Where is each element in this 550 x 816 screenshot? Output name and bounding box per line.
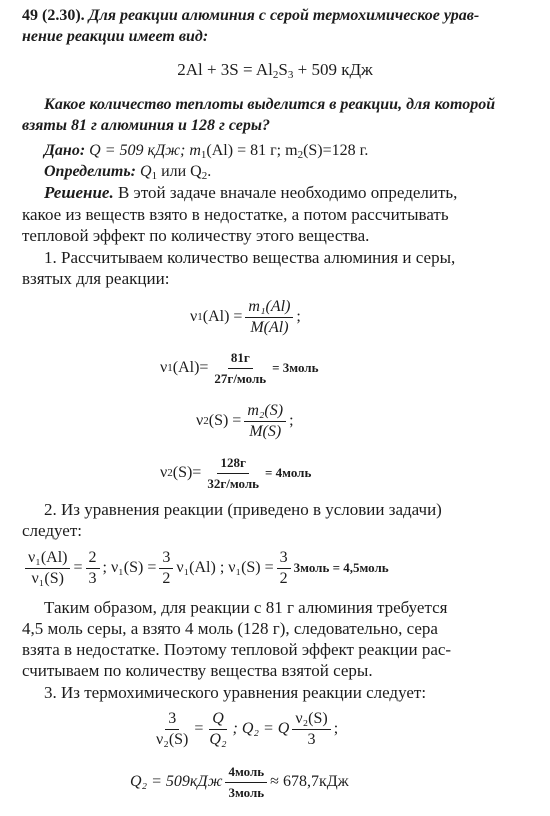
- problem-intro-1: Для реакции алюминия с серой термохимическое урав-: [88, 7, 480, 24]
- solution-label: Решение.: [44, 183, 114, 202]
- formula-q2-result: Q₂ = 509кДж $\frac{\text{4моль}}{\text{3моль}}$ ≈ 678,7кДж: [130, 763, 349, 800]
- fraction: $\frac{\text{4моль}}{\text{3моль}}$: [225, 763, 267, 802]
- problem-number: 49 (2.30).: [22, 7, 85, 24]
- fraction: $\frac{3}{2}$: [277, 549, 291, 588]
- fraction: $\frac{\text{m₁(Al)}}{M(Al)}$: [245, 298, 293, 337]
- find-line: Определить: $Q_1$ или $Q_2$.: [44, 163, 212, 182]
- formula-nu2-s-value: ν 2 (S)= $\frac{128г}{\text{32г/моль}}$ = 4моль: [160, 454, 312, 491]
- question-line-2: взяты 81 г алюминия и 128 г серы?: [22, 117, 270, 134]
- conclusion-line-4: считываем по количеству вещества взятой серы.: [22, 661, 373, 680]
- problem-header: [22, 6, 479, 26]
- problem-intro-2: нение реакции имеет вид:: [22, 28, 209, 45]
- fraction: $\frac{3}{\text{ν₂(S)}}$: [156, 709, 189, 748]
- reaction-equation: $2Al + 3S = Al_2S_3 + 509$ кДж: [177, 60, 373, 81]
- formula-proportion: $\frac{3}{\text{ν₂(S)}}$ = $\frac{Q}{\text{Q₂}}$ ; Q₂ = Q $\frac{\text{ν₂(S)}}{3}$ ;: [150, 704, 338, 754]
- formula-nu2-s-definition: ν 2 (S) = $\frac{\text{m₂(S)}}{M(S)}$ ;: [196, 401, 294, 440]
- solution-line-1: Решение. В этой задаче вначале необходимо определить,: [44, 183, 458, 202]
- step2-line-2: следует:: [22, 521, 82, 540]
- fraction: $\frac{\text{ν₁(Al)}}{\text{ν₁(S)}}$: [25, 549, 70, 588]
- formula-ratio: $\frac{\text{ν₁(Al)}}{\text{ν₁(S)}}$ = $\frac{2}{3}$ ; ν₁(S) = $\frac{3}{2}$ ν₁(Al) ; ν₁(S) = $\frac{3}{2}$ 3моль = 4,5моль: [22, 543, 389, 593]
- conclusion-line-3: взята в недостатке. Поэтому тепловой эффект реакции рас-: [22, 640, 452, 659]
- solution-line-2: какое из веществ взято в недостатке, а потом рассчитывать: [22, 205, 449, 224]
- step3-line: 3. Из термохимического уравнения реакции следует:: [44, 683, 427, 702]
- fraction: $\frac{3}{2}$: [159, 549, 173, 588]
- step1-line-1: 1. Рассчитываем количество вещества алюминия и серы,: [44, 248, 456, 267]
- formula-nu1-al-value: ν 1 (Al)= $\frac{81г}{\text{27г/моль}}$ = 3моль: [160, 349, 319, 386]
- fraction: $\frac{\text{ν₂(S)}}{3}$: [292, 710, 330, 749]
- fraction: $\frac{Q}{\text{Q₂}}$: [209, 709, 227, 748]
- find-label: Определить:: [44, 163, 136, 180]
- fraction: $\frac{81г}{\text{27г/моль}}$: [214, 349, 267, 386]
- question-line-1: Какое количество теплоты выделится в реакции, для которой: [44, 96, 496, 113]
- step2-line-1: 2. Из уравнения реакции (приведено в условии задачи): [44, 500, 442, 519]
- given-line: Дано: Q = 509 кДж; $m_1(Al) = 81$ г; $m_2(S)=128$ г.: [44, 142, 369, 161]
- formula-nu1-al-definition: ν 1 (Al) = $\frac{\text{m₁(Al)}}{M(Al)}$ ;: [190, 297, 301, 336]
- step1-line-2: взятых для реакции:: [22, 269, 170, 288]
- fraction: $\frac{128г}{\text{32г/моль}}$: [207, 454, 260, 491]
- fraction: $\frac{2}{3}$: [86, 549, 100, 588]
- conclusion-line-1: Таким образом, для реакции с 81 г алюминия требуется: [44, 598, 448, 617]
- fraction: $\frac{\text{m₂(S)}}{M(S)}$: [244, 402, 286, 441]
- solution-line-3: тепловой эффект по количеству этого вещества.: [22, 226, 370, 245]
- conclusion-line-2: 4,5 моль серы, а взято 4 моль (128 г), следовательно, сера: [22, 619, 438, 638]
- given-label: Дано:: [44, 142, 86, 159]
